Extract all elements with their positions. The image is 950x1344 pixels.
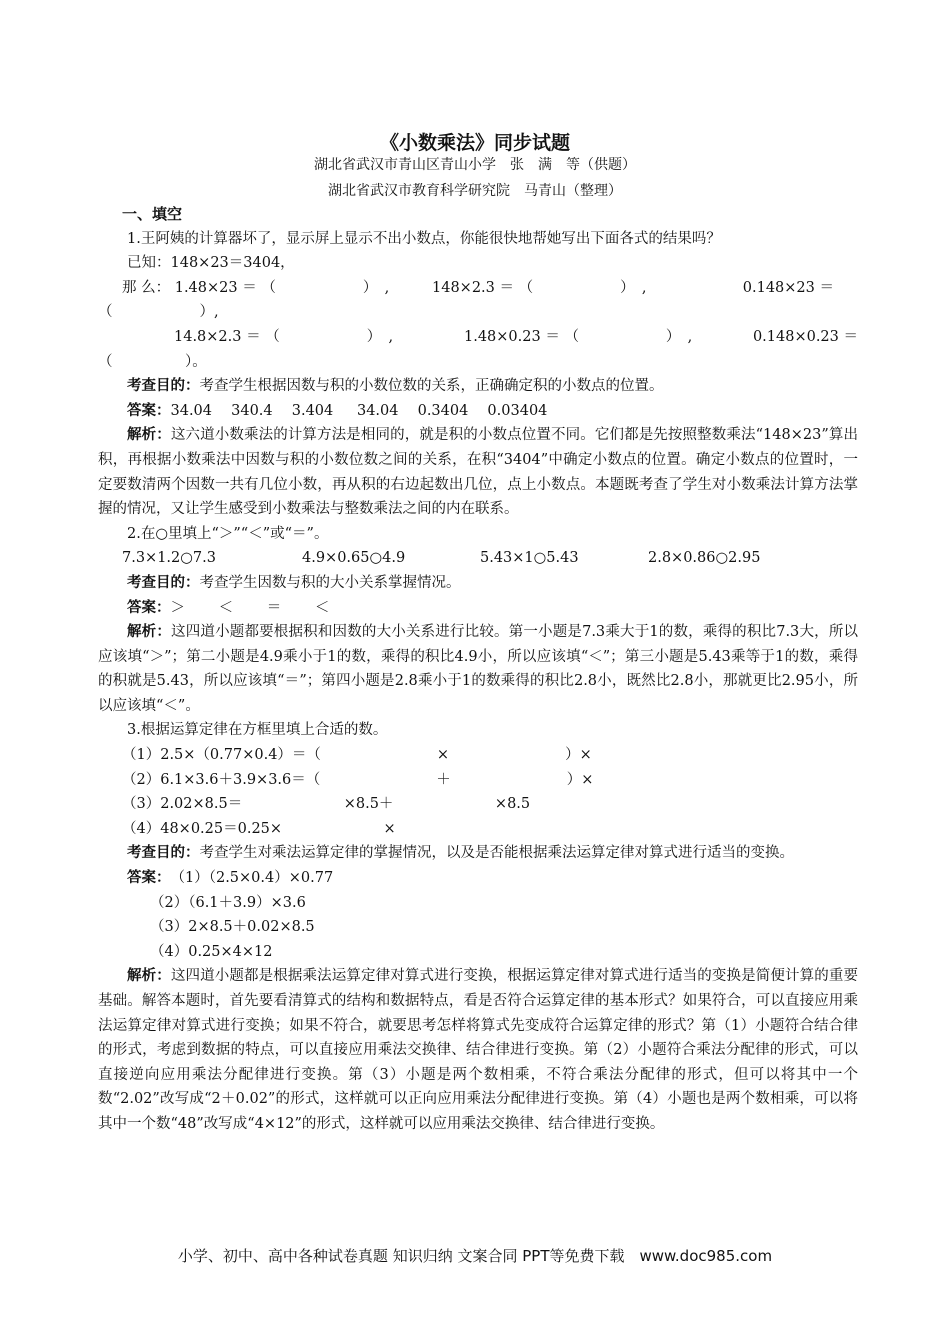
q1-line1-c: 0.148×23 ＝ (742, 279, 834, 296)
q3-item-4: （4）48×0.25＝0.25× × (122, 820, 396, 837)
q3-analysis: 解析：这四道小题都是根据乘法运算定律对算式进行变换，根据运算定律对算式进行适当的变换是简便计算的重要基础。解答本题时，首先要看清算式的结构和数据特点，看是否符合运算定律的基本形式？如果符合，可以直接应用乘法运算定律对算式进行变换；如果不符合，就要思考怎样将算式先变成符合运算定律的形式？第（1）小题符合结合律的形式，考虑到数据的特点，可以直接应用乘法交换律、结合律进行变换。第（2）小题符合乘法分配律的形式，可以直接逆向应用乘法分配律进行变换。第（3）小题是两个数相乘，不符合乘法分配律的形式，但可以将其中一个数“2.02”改写成“2＋0.02”的形式，这样就可以正向应用乘法分配律进行变换。第（4）小题也是两个数相乘，可以将其中一个数“48”改写成“4×12”的形式，这样就可以应用乘法交换律、结合律进行变换。 (98, 968, 859, 1132)
q1-line2: （ ）, (98, 304, 219, 321)
q1-line3 (98, 325, 858, 350)
q1-answer: 答案：34.04 340.4 3.404 34.04 0.3404 0.03404 (127, 402, 548, 419)
answer-label: 答案： (127, 402, 171, 419)
q1-line1 (98, 276, 858, 301)
purpose-label: 考查目的： (127, 378, 200, 395)
q3-item-3: （3）2.02×8.5＝ ×8.5＋ ×8.5 (122, 796, 531, 813)
q1-line1-a: 那 么： 1.48×23 ＝ （ ） , (122, 279, 390, 296)
analysis-label: 解析： (127, 427, 171, 444)
q2-items (98, 546, 858, 571)
q2-stem: 2.在○里填上“＞”“＜”或“＝”。 (127, 525, 329, 542)
q3-answer-4: （4）0.25×4×12 (150, 943, 273, 960)
q3-answer-3: （3）2×8.5＋0.02×8.5 (150, 919, 315, 936)
q2-purpose: 考查目的：考查学生因数与积的大小关系掌握情况。 (127, 574, 461, 591)
q2-analysis: 解析：这四道小题都要根据积和因数的大小关系进行比较。第一小题是7.3乘大于1的数，乘得的积比7.3大，所以应该填“＞”；第二小题是4.9乘小于1的数，乘得的积比4.9小，所以应该填“＜”；第三小题是5.43乘等于1的数，乘得的积就是5.43，所以应该填“＝”；第四小题是2.8乘小于1的数乘得的积比2.8小，既然比2.8小，那就更比2.95小，所以应该填“＜”。 (98, 624, 859, 714)
q2-item-2: 4.9×0.65○4.9 (302, 550, 406, 567)
q3-answer: 答案： （1）（2.5×0.4）×0.77 (127, 870, 334, 887)
q2-answer: 答案：＞ ＜ ＝ ＜ (127, 599, 330, 616)
q3-answer-2: （2）（6.1＋3.9）×3.6 (150, 894, 306, 911)
q1-known: 已知：148×23＝3404， (127, 255, 295, 272)
q1-stem: 1.王阿姨的计算器坏了，显示屏上显示不出小数点，你能很快地帮她写出下面各式的结果吗？ (127, 230, 721, 247)
section-heading: 一、填空 (122, 205, 183, 223)
q2-item-1: 7.3×1.2○7.3 (122, 550, 216, 567)
q1-line3-c: 0.148×0.23 ＝ (752, 328, 858, 345)
q1-line3-b: 1.48×0.23 ＝ （ ） , (464, 328, 693, 345)
q2-item-4: 2.8×0.86○2.95 (648, 550, 761, 567)
q2-item-3: 5.43×1○5.43 (480, 550, 579, 567)
q1-analysis: 解析：这六道小数乘法的计算方法是相同的，就是积的小数点位置不同。它们都是先按照整数乘法“148×23”算出积，再根据小数乘法中因数与积的小数位数之间的关系，在积“3404”中确定小数点的位置。确定小数点的位置时，一定要数清两个因数一共有几位小数，再从积的右边起数出几位，点上小数点。本题既考查了学生对小数乘法计算方法掌握的情况，又让学生感受到小数乘法与整数乘法之间的内在联系。 (98, 427, 858, 518)
q3-purpose: 考查目的：考查学生对乘法运算定律的掌握情况，以及是否能根据乘法运算定律对算式进行适当的变换。 (127, 845, 794, 862)
q1-line3-a: 14.8×2.3 ＝ （ ） , (174, 328, 394, 345)
q1-purpose: 考查目的：考查学生根据因数与积的小数位数的关系，正确确定积的小数点的位置。 (127, 378, 664, 395)
subtitle-editor: 湖北省武汉市教育科学研究院 马青山（整理） (328, 183, 622, 199)
q1-line1-b: 148×2.3 ＝ （ ） , (432, 279, 647, 296)
document-body (98, 202, 858, 1137)
q3-item-2: （2）6.1×3.6＋3.9×3.6＝（ ＋ ）× (122, 771, 594, 788)
subtitle-contributors: 湖北省武汉市青山区青山小学 张 满 等（供题） (314, 157, 636, 173)
q1-line4: （ ）。 (98, 353, 207, 370)
q3-item-1: （1）2.5×（0.77×0.4）＝（ × ）× (122, 747, 592, 764)
page-footer: 小学、初中、高中各种试卷真题 知识归纳 文案合同 PPT等免费下载 www.doc985.com (177, 1247, 773, 1265)
page-title: 《小数乘法》同步试题 (379, 132, 570, 154)
q3-stem: 3.根据运算定律在方框里填上合适的数。 (127, 722, 388, 739)
